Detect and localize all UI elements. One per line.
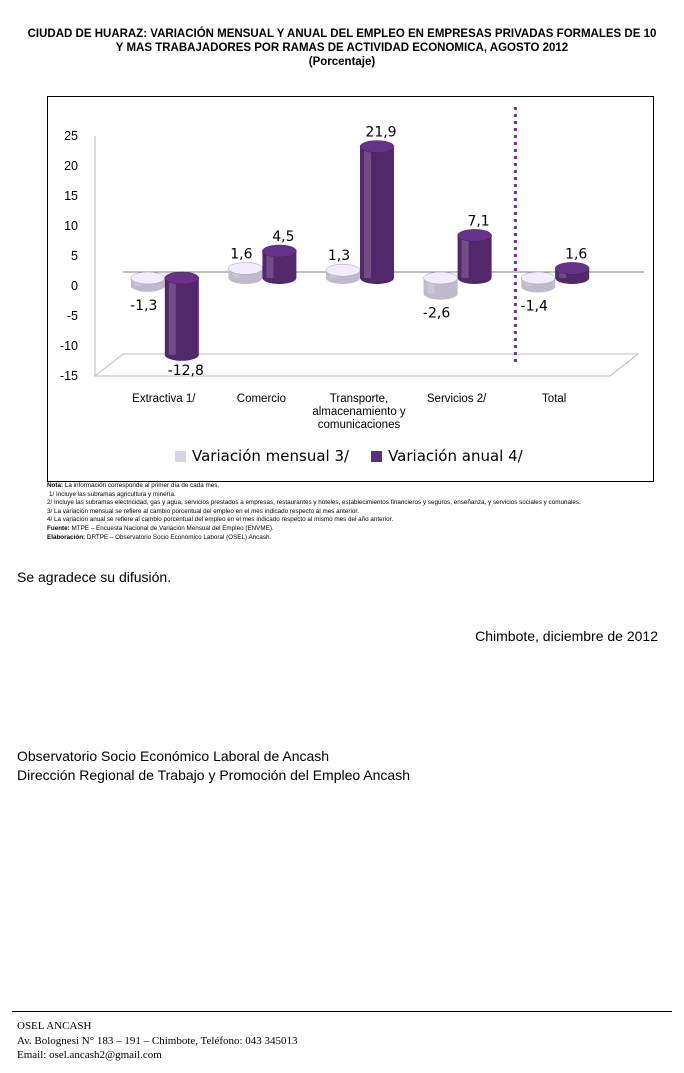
bar-anual — [555, 262, 589, 284]
title-line-3: (Porcentaje) — [308, 56, 376, 68]
fuente-label: Fuente: — [47, 524, 70, 532]
footer-line-1: OSEL ANCASH — [17, 1020, 92, 1032]
y-tick-label: -10 — [59, 339, 78, 353]
footer — [17, 1019, 298, 1063]
data-label-anual: 4,5 — [272, 229, 295, 245]
organization-block — [17, 747, 410, 785]
bar-anual-highlight — [169, 278, 176, 355]
bar-mensual-cap — [326, 264, 360, 276]
org-line-2: Dirección Regional de Trabajo y Promoción del Empleo Ancash — [17, 767, 410, 783]
y-tick-label: -15 — [59, 369, 78, 383]
org-line-1: Observatorio Socio Económico Laboral de Ancash — [17, 748, 330, 764]
footer-line-3: Email: osel.ancash2@gmail.com — [17, 1049, 162, 1061]
data-label-anual: 1,6 — [565, 246, 588, 263]
nota-label: Nota: — [47, 482, 64, 489]
legend-label-anual: Variación anual 4/ — [388, 447, 523, 465]
bar-mensual — [131, 272, 165, 292]
bar-anual — [262, 245, 296, 284]
y-tick-label: 25 — [64, 129, 78, 143]
bar-mensual-cap — [521, 272, 555, 284]
bar-mensual — [228, 262, 262, 284]
bar-anual-highlight — [462, 235, 469, 278]
bar-anual-cap — [458, 229, 492, 241]
y-tick-label: 5 — [71, 249, 78, 263]
data-label-mensual: -1,4 — [520, 298, 548, 315]
title-line-2: Y MAS TRABAJADORES POR RAMAS DE ACTIVIDAD ECONOMICA, AGOSTO 2012 — [115, 42, 569, 54]
legend-swatch-anual — [371, 451, 382, 462]
y-tick-label: 0 — [71, 279, 78, 293]
note-4: 4/ La variación anual se refiere al cambio porcentual del empleo en el mes indicado respecto al mismo mes del año anterior. — [47, 516, 394, 524]
fuente-text: MTPE – Encuesta Nacional de Variación Mensual del Empleo (ENVME). — [69, 524, 274, 532]
legend-item-anual — [371, 447, 523, 465]
data-label-anual: -12,8 — [167, 362, 204, 379]
data-label-anual: 7,1 — [467, 213, 490, 230]
note-1: 1/ Incluye las subramas agricultura y minería. — [49, 490, 176, 498]
data-label-anual: 21,9 — [365, 124, 397, 141]
data-label-mensual: 1,6 — [230, 246, 253, 263]
bar-anual — [360, 141, 394, 284]
x-category-label: Transporte, — [329, 393, 389, 405]
x-category-label: Total — [542, 393, 567, 405]
bar-anual — [165, 272, 199, 361]
legend-swatch-mensual — [175, 451, 186, 462]
note-3: 3/ La variación mensual se refiere al cambio porcentual del empleo en el mes indicado respecto al mes anterior. — [47, 507, 359, 515]
y-tick-label: 10 — [64, 219, 78, 233]
chart-notes — [47, 482, 677, 542]
nota-text: La información corresponde al primer día de cada mes. — [63, 482, 220, 489]
x-category-label: comunicaciones — [317, 419, 401, 431]
bar-chart — [48, 97, 653, 481]
y-tick-label: -5 — [66, 309, 78, 323]
thanks-text: Se agradece su difusión. — [17, 569, 172, 585]
y-tick-label: 15 — [64, 189, 78, 203]
data-label-mensual: 1,3 — [327, 248, 351, 265]
elaboracion-text: DRTPE – Observatorio Socio Económico Laboral (OSEL) Ancash. — [85, 533, 272, 541]
y-tick-label: 20 — [64, 159, 78, 173]
legend-item-mensual — [175, 447, 349, 465]
bar-anual-cap — [555, 262, 589, 274]
data-label-mensual: -2,6 — [422, 305, 451, 322]
x-category-label: Comercio — [236, 393, 287, 405]
bar-mensual-cap — [131, 272, 165, 284]
footer-line-2: Av. Bolognesi N° 183 – 191 – Chimbote, Teléfono: 043 345013 — [17, 1034, 298, 1047]
data-label-mensual: -1,3 — [130, 297, 158, 314]
legend-label-mensual: Variación mensual 3/ — [192, 447, 350, 465]
bar-anual — [458, 229, 492, 284]
bar-anual-cap — [360, 141, 394, 153]
footer-divider — [12, 1011, 672, 1012]
chart-legend — [175, 447, 545, 465]
note-2: 2/ Incluye las subramas electricidad, gas y agua, servicios prestados a empresas, restaurantes y hoteles, establecimientos financieros y seguros, enseñanza, y servicios sociales y comunales. — [47, 499, 581, 507]
note-nota — [47, 482, 677, 491]
bar-mensual-cap — [424, 272, 458, 284]
bar-mensual — [521, 272, 555, 292]
note-elaboracion — [47, 534, 677, 543]
bar-anual-cap — [262, 245, 296, 257]
chart-frame — [47, 96, 654, 482]
note-fuente — [47, 525, 677, 534]
x-category-label: Servicios 2/ — [426, 393, 487, 405]
x-category-label: Extractiva 1/ — [132, 393, 196, 405]
place-date: Chimbote, diciembre de 2012 — [475, 628, 658, 644]
bar-anual-highlight — [364, 147, 371, 278]
bar-mensual — [424, 272, 458, 300]
x-category-label: almacenamiento y — [312, 406, 406, 418]
title-line-1: CIUDAD DE HUARAZ: VARIACIÓN MENSUAL Y ANUAL DEL EMPLEO EN EMPRESAS PRIVADAS FORMALES DE 10 — [27, 28, 657, 40]
chart-title — [8, 27, 676, 69]
bar-mensual-cap — [228, 262, 262, 274]
bar-mensual — [326, 264, 360, 284]
bar-anual-cap — [165, 272, 199, 284]
elaboracion-label: Elaboración: — [47, 533, 86, 541]
